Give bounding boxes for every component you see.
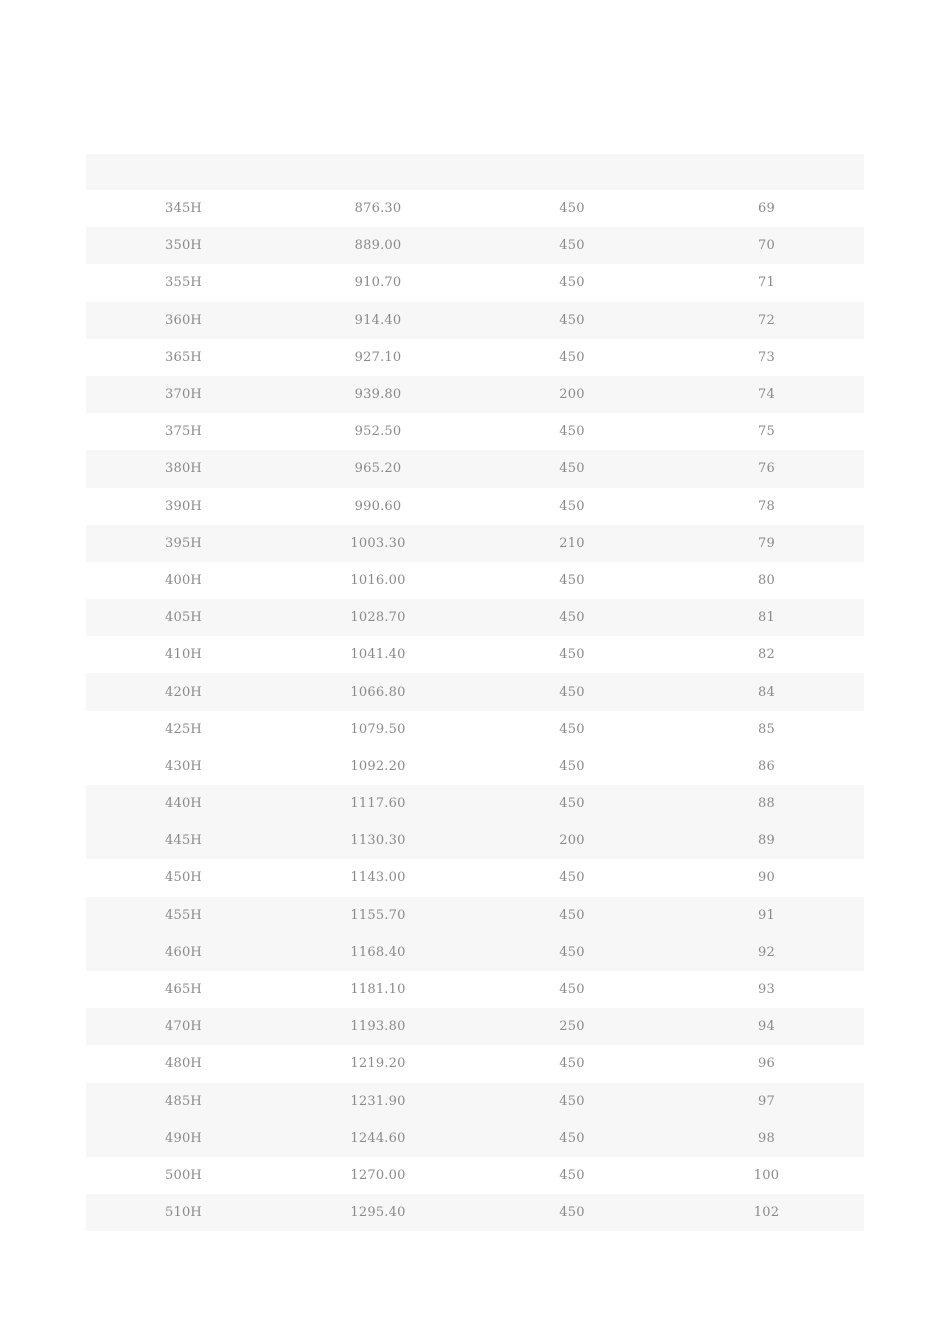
table-row [86, 934, 864, 971]
teeth-cell: 69 [758, 201, 775, 217]
length-cell: 1003.30 [281, 525, 475, 562]
part-number-cell: 355H [165, 275, 202, 291]
length-cell: 1079.50 [350, 721, 406, 737]
quantity-cell: 450 [559, 982, 585, 998]
length-cell: 1155.70 [281, 897, 475, 934]
part-number-cell: 410H [165, 647, 202, 663]
teeth-cell: 78 [758, 498, 775, 514]
quantity-cell: 450 [475, 450, 669, 487]
header-cell [669, 154, 864, 190]
data-table [86, 154, 864, 1231]
teeth-cell: 89 [669, 822, 864, 859]
length-cell: 1295.40 [281, 1194, 475, 1231]
quantity-cell: 450 [559, 424, 585, 440]
part-number-cell: 510H [86, 1194, 281, 1231]
table-row [86, 971, 864, 1008]
teeth-cell: 98 [669, 1120, 864, 1157]
length-cell: 1041.40 [350, 647, 406, 663]
teeth-cell: 75 [758, 424, 775, 440]
quantity-cell: 450 [475, 897, 669, 934]
teeth-cell: 79 [669, 525, 864, 562]
table-row [86, 413, 864, 450]
length-cell: 1130.30 [281, 822, 475, 859]
part-number-cell: 390H [165, 498, 202, 514]
table-row [86, 785, 864, 822]
teeth-cell: 94 [669, 1008, 864, 1045]
part-number-cell: 425H [165, 721, 202, 737]
part-number-cell: 395H [86, 525, 281, 562]
table-row [86, 1157, 864, 1194]
teeth-cell: 72 [669, 302, 864, 339]
quantity-cell: 450 [475, 1194, 669, 1231]
quantity-cell: 450 [559, 498, 585, 514]
quantity-cell: 450 [559, 275, 585, 291]
table-row [86, 227, 864, 264]
length-cell: 876.30 [354, 201, 402, 217]
length-cell: 889.00 [281, 227, 475, 264]
teeth-cell: 92 [669, 934, 864, 971]
table-row [86, 190, 864, 227]
part-number-cell: 380H [86, 450, 281, 487]
teeth-cell: 71 [758, 275, 775, 291]
teeth-cell: 82 [758, 647, 775, 663]
part-number-cell: 490H [86, 1120, 281, 1157]
part-number-cell: 370H [86, 376, 281, 413]
length-cell: 910.70 [354, 275, 402, 291]
teeth-cell: 73 [758, 349, 775, 365]
quantity-cell: 450 [559, 349, 585, 365]
table-row [86, 525, 864, 562]
part-number-cell: 375H [165, 424, 202, 440]
part-number-cell: 420H [86, 673, 281, 710]
teeth-cell: 84 [669, 673, 864, 710]
table-body [86, 154, 864, 1231]
part-number-cell: 470H [86, 1008, 281, 1045]
quantity-cell: 450 [559, 758, 585, 774]
length-cell: 927.10 [354, 349, 402, 365]
part-number-cell: 500H [165, 1167, 202, 1183]
quantity-cell: 200 [475, 376, 669, 413]
table-row [86, 673, 864, 710]
length-cell: 952.50 [354, 424, 402, 440]
quantity-cell: 450 [559, 572, 585, 588]
part-number-cell: 440H [86, 785, 281, 822]
length-cell: 1092.20 [350, 758, 406, 774]
table-row [86, 1045, 864, 1082]
part-number-cell: 450H [165, 870, 202, 886]
data-table-container [86, 154, 864, 1231]
table-row [86, 264, 864, 301]
length-cell: 1143.00 [350, 870, 406, 886]
header-cell [281, 154, 475, 190]
table-row [86, 897, 864, 934]
teeth-cell: 96 [758, 1056, 775, 1072]
length-cell: 1117.60 [281, 785, 475, 822]
part-number-cell: 365H [165, 349, 202, 365]
table-row [86, 376, 864, 413]
quantity-cell: 450 [559, 201, 585, 217]
teeth-cell: 70 [669, 227, 864, 264]
part-number-cell: 445H [86, 822, 281, 859]
table-row [86, 488, 864, 525]
header-cell [86, 154, 281, 190]
length-cell: 1066.80 [281, 673, 475, 710]
part-number-cell: 360H [86, 302, 281, 339]
quantity-cell: 200 [475, 822, 669, 859]
table-row [86, 636, 864, 673]
table-row [86, 450, 864, 487]
quantity-cell: 450 [559, 1056, 585, 1072]
quantity-cell: 450 [475, 227, 669, 264]
table-row [86, 302, 864, 339]
teeth-cell: 76 [669, 450, 864, 487]
quantity-cell: 250 [475, 1008, 669, 1045]
table-header-row [86, 154, 864, 190]
quantity-cell: 450 [475, 302, 669, 339]
part-number-cell: 465H [165, 982, 202, 998]
quantity-cell: 450 [475, 1083, 669, 1120]
teeth-cell: 90 [758, 870, 775, 886]
length-cell: 939.80 [281, 376, 475, 413]
part-number-cell: 460H [86, 934, 281, 971]
quantity-cell: 450 [559, 647, 585, 663]
table-row [86, 822, 864, 859]
teeth-cell: 86 [758, 758, 775, 774]
length-cell: 1231.90 [281, 1083, 475, 1120]
teeth-cell: 85 [758, 721, 775, 737]
quantity-cell: 450 [559, 1167, 585, 1183]
part-number-cell: 455H [86, 897, 281, 934]
quantity-cell: 450 [559, 870, 585, 886]
teeth-cell: 91 [669, 897, 864, 934]
quantity-cell: 450 [475, 1120, 669, 1157]
table-row [86, 711, 864, 748]
table-row [86, 1120, 864, 1157]
length-cell: 914.40 [281, 302, 475, 339]
length-cell: 1028.70 [281, 599, 475, 636]
header-cell [475, 154, 669, 190]
length-cell: 1181.10 [350, 982, 406, 998]
quantity-cell: 450 [475, 934, 669, 971]
table-row [86, 1194, 864, 1231]
quantity-cell: 450 [475, 673, 669, 710]
part-number-cell: 430H [165, 758, 202, 774]
part-number-cell: 400H [165, 572, 202, 588]
length-cell: 1193.80 [281, 1008, 475, 1045]
table-row [86, 1008, 864, 1045]
length-cell: 1270.00 [350, 1167, 406, 1183]
length-cell: 1168.40 [281, 934, 475, 971]
teeth-cell: 100 [753, 1167, 780, 1183]
length-cell: 990.60 [354, 498, 402, 514]
table-row [86, 1083, 864, 1120]
part-number-cell: 480H [165, 1056, 202, 1072]
table-row [86, 562, 864, 599]
length-cell: 1016.00 [350, 572, 406, 588]
part-number-cell: 345H [165, 201, 202, 217]
table-row [86, 599, 864, 636]
teeth-cell: 102 [669, 1194, 864, 1231]
length-cell: 965.20 [281, 450, 475, 487]
part-number-cell: 350H [86, 227, 281, 264]
quantity-cell: 450 [559, 721, 585, 737]
teeth-cell: 93 [758, 982, 775, 998]
quantity-cell: 210 [475, 525, 669, 562]
teeth-cell: 97 [669, 1083, 864, 1120]
teeth-cell: 81 [669, 599, 864, 636]
length-cell: 1219.20 [350, 1056, 406, 1072]
teeth-cell: 88 [669, 785, 864, 822]
length-cell: 1244.60 [281, 1120, 475, 1157]
teeth-cell: 80 [758, 572, 775, 588]
part-number-cell: 405H [86, 599, 281, 636]
table-row [86, 339, 864, 376]
quantity-cell: 450 [475, 599, 669, 636]
table-row [86, 748, 864, 785]
table-row [86, 859, 864, 896]
teeth-cell: 74 [669, 376, 864, 413]
part-number-cell: 485H [86, 1083, 281, 1120]
quantity-cell: 450 [475, 785, 669, 822]
